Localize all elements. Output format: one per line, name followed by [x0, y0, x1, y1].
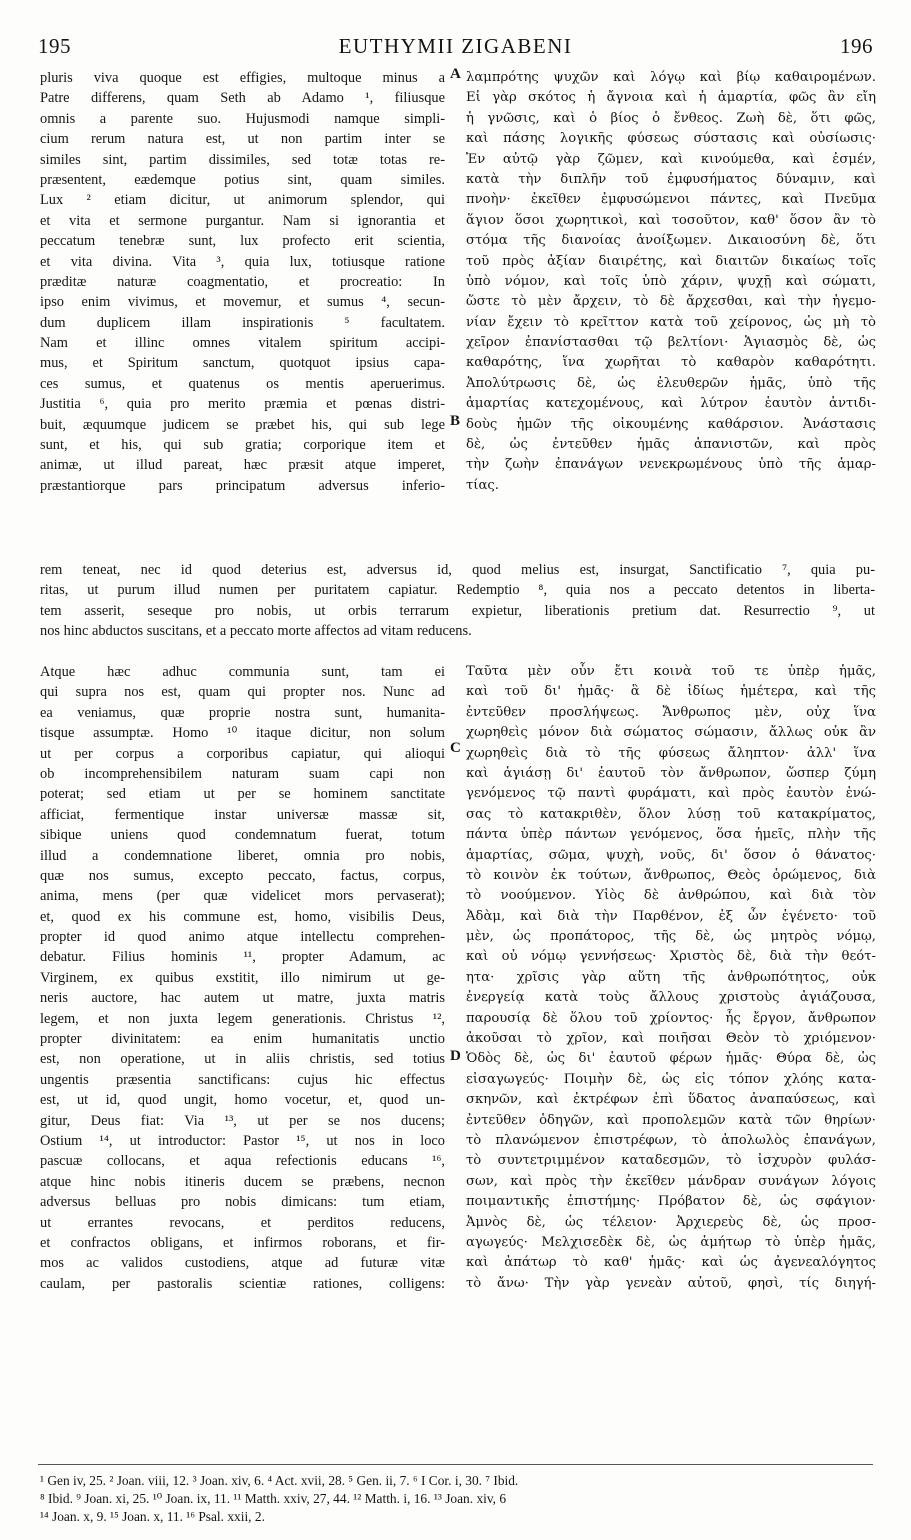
text-line: ἐνεργείᾳ κατὰ τοὺς ἄλλους χριστοὺς ἁγιάζουσα,: [466, 990, 876, 1006]
text-line: Εἰ γὰρ σκότος ἡ ἄγνοια καὶ ἡ ἁμαρτία, φῶς ἂν εἴη: [466, 90, 876, 106]
text-line: τὸ νοούμενον. Υἱὸς δὲ ἀνθρώπου, καὶ διὰ τὸν: [466, 888, 876, 904]
text-line: ob incomprehensibilem naturam suam capi non: [40, 765, 445, 782]
text-line: τὸ ἄνω· Τὴν γὰρ γενεὰν αὐτοῦ, φησὶ, τίς διηγή-: [466, 1275, 876, 1291]
text-line: tem asserit, seseque pro nobis, ut orbis terrarum expietur, liberationis pretium dat. Resurrectio ⁹, ut: [40, 602, 875, 619]
text-line: cium rerum natura est, ut non partim inter se: [40, 131, 445, 148]
text-line: ἀκοῦσαι τὸ χρῖον, καὶ ποιῆσαι Θεὸν τὸ χριόμενον·: [466, 1031, 876, 1047]
latin-full-width-block: [40, 560, 875, 642]
text-line: σων, καὶ πρὸς τὴν ἐκεῖθεν μάνδραν συνάγων λόγοις: [466, 1173, 876, 1189]
text-line: omnis a parente suo. Hujusmodi namque simpli-: [40, 110, 445, 127]
text-line: afficiat, fermentique instar universæ massæ sit,: [40, 806, 445, 823]
text-line: σκηνῶν, καὶ ἐκτρέφων ἐπὶ ὕδατος ἀναπαύσεως, καὶ: [466, 1092, 876, 1108]
text-line: ritas, ut purum illud numen per puritatem capiatur. Redemptio ⁸, quia nos a peccato detentos in liberta-: [40, 582, 875, 599]
text-line: similes sint, partim dissimiles, sed totæ totas re-: [40, 151, 445, 168]
footnote-line: ¹⁴ Joan. x, 9. ¹⁵ Joan. x, 11. ¹⁶ Psal. xxii, 2.: [40, 1509, 265, 1524]
text-line: ces sumus, et quatenus os mentis aperuerimus.: [40, 375, 445, 392]
text-line: pascuæ collocans, et aqua refectionis educans ¹⁶,: [40, 1153, 445, 1170]
text-line: ipso enim vivimus, et movemur, et sumus ⁴, secun-: [40, 294, 445, 311]
text-line: δοὺς ἡμῶν τῆς οἰκουμένης καθάρσιον. Ἀνάστασις: [466, 416, 876, 432]
text-line: illud a condemnatione liberet, omnia pro nobis,: [40, 847, 445, 864]
footnotes: [40, 1472, 875, 1526]
text-line: debatur. Filius hominis ¹¹, propter Adamum, ac: [40, 949, 445, 966]
text-line: ut per corpus a corporibus capiatur, qui alioqui: [40, 745, 445, 762]
text-line: rem teneat, nec id quod deterius est, adversus id, quod melius est, insurgat, Sanctificatio ⁷, quia pu-: [40, 562, 875, 578]
text-line: est, non operatione, ut in aliis christis, sed totius: [40, 1051, 445, 1068]
text-line: legem, et non juxta legem generationis. Christus ¹²,: [40, 1010, 445, 1027]
latin-column-bottom: [40, 662, 445, 1294]
text-line: τὴν ζωὴν ἐπανάγων νενεκρωμένους ὑπὸ τῆς ἁμαρ-: [466, 457, 876, 473]
text-line: νίαν ἔχειν τὸ κρεῖττον κατὰ τοῦ χείρονος, ὡς μὴ τὸ: [466, 314, 876, 330]
text-line: ἅγιον ὅσοι χωρητικοὶ, καὶ τοσοῦτον, καθ' ὅσον ἂν τὸ: [466, 212, 876, 228]
text-line: ut errantes revocans, et perditos reducens,: [40, 1214, 445, 1231]
text-line: στόμα τῆς διανοίας ἀνοίξωμεν. Δικαιοσύνη δὲ, ὅτι: [466, 233, 876, 249]
right-page-number: 196: [840, 34, 873, 58]
text-line: Justitia ⁶, quia pro merito præmia et pœnas distri-: [40, 396, 445, 413]
margin-marker-d: D: [450, 1048, 461, 1064]
text-line: ea veniamus, quæ proprie nostra sunt, humanita-: [40, 704, 445, 721]
text-line: Ἀδὰμ, καὶ διὰ τὴν Παρθένον, ἐξ ὧν ἐγένετο· τοῦ: [466, 908, 876, 924]
text-line: ητα· χρῖσις γὰρ αὕτη τῆς ἀνθρωπότητος, οὐκ: [466, 969, 876, 985]
text-line: dum duplicem illam inspirationis ⁵ facultatem.: [40, 314, 445, 331]
text-line: Ταῦτα μὲν οὖν ἔτι κοινὰ τοῦ τε ὑπὲρ ἡμᾶς,: [466, 664, 876, 679]
footnote-rule: [38, 1464, 873, 1465]
text-line: πάντα ὑπὲρ πάντων γενόμενος, ὅσα ἡμεῖς, πλὴν τῆς: [466, 827, 876, 843]
text-line: γενόμενος τῷ παντὶ φυράματι, καὶ πρὸς ἑαυτὸν ἑνώ-: [466, 786, 876, 802]
text-line: καὶ ἁγιάσῃ δι' ἑαυτοῦ τὸν ἄνθρωπον, ὥσπερ ζύμη: [466, 765, 876, 781]
text-line: nos hinc abductos suscitans, et a peccato morte affectos ad vitam reducens.: [40, 623, 472, 640]
text-line: χωρηθεὶς διὰ τὸ τῆς φύσεως ἄληπτον· ἀλλ' ἵνα: [466, 745, 876, 761]
text-line: gitur, Deus fiat: Via ¹³, ut per se nos ducens;: [40, 1112, 445, 1129]
text-line: ungentis præsentia sanctificans: cujus hic effectus: [40, 1071, 445, 1088]
text-line: propter id quod animo atque intellectu comprehen-: [40, 929, 445, 946]
text-line: τὸ συντετριμμένον καταδεσμῶν, τὸ ἰσχυρὸν φυλάσ-: [466, 1153, 876, 1169]
text-line: mos ac validos custodiens, atque ad futuræ vitæ: [40, 1255, 445, 1272]
text-line: Ἀπολύτρωσις δὲ, ὡς ἐλευθερῶν ἡμᾶς, ὑπὸ τῆς: [466, 375, 876, 391]
text-line: et vita divina. Vita ³, quia lux, totiusque ratione: [40, 253, 445, 270]
text-line: σας τὸ κατακριθὲν, ὅλον λύσῃ τοῦ κατακρίματος,: [466, 806, 876, 822]
text-line: ἁμαρτίας, σῶμα, ψυχὴ, νοῦς, δι' ὅσον ὁ θάνατος·: [466, 847, 876, 863]
text-line: καὶ τοῦ δι' ἡμᾶς· ἃ δὲ ἰδίως ἡμέτερα, καὶ τῆς: [466, 684, 876, 700]
text-line: Patre differens, quam Seth ab Adamo ¹, filiusque: [40, 90, 445, 107]
text-line: et vita et sermone purgantur. Nam si ignorantia et: [40, 212, 445, 229]
text-line: Ἐν αὐτῷ γὰρ ζῶμεν, καὶ κινούμεθα, καὶ ἐσμέν,: [466, 151, 876, 167]
greek-column-bottom: [466, 662, 876, 1294]
text-line: ἐντεῦθεν ὁδηγῶν, καὶ προπολεμῶν κατὰ τῶν θηρίων·: [466, 1112, 876, 1128]
text-line: mus, et Spiritum sanctum, quotquot ipsius capa-: [40, 355, 445, 372]
text-line: et confractos obligans, et infirmos roborans, et fir-: [40, 1234, 445, 1251]
text-line: τὸ πλανώμενον ἐπιστρέφων, τὸ ἀπολωλὸς ἐπανάγων,: [466, 1132, 876, 1148]
footnote-line: ¹ Gen iv, 25. ² Joan. viii, 12. ³ Joan. xiv, 6. ⁴ Act. xvii, 28. ⁵ Gen. ii, 7. ⁶ I Cor. i, 30. ⁷ Ibid.: [40, 1473, 519, 1488]
text-line: Ostium ¹⁴, ut introductor: Pastor ¹⁵, ut nos in loco: [40, 1132, 445, 1149]
text-line: Nam et illinc omnes vitalem spiritum accipi-: [40, 335, 445, 352]
text-line: τὸ κοινὸν ἐκ τούτων, ἄνθρωπος, Θεὸς ὁρώμενος, διὰ: [466, 867, 876, 883]
text-line: quæ nos sumus, excepto peccato, factus, corpus,: [40, 867, 445, 884]
text-line: atque hinc nobis itineris ducem se præbens, necnon: [40, 1173, 445, 1190]
latin-column-top: [40, 68, 445, 496]
text-line: tisque assumptæ. Homo ¹⁰ itaque dicitur, non solum: [40, 725, 445, 742]
text-line: et, quod ex his commune est, homo, visibilis Deus,: [40, 908, 445, 925]
text-line: præditæ naturæ coagmentatio, et procreatio: In: [40, 273, 445, 290]
text-line: ἡ γνῶσις, καὶ ὁ βίος ὁ ἔνθεος. Ζωὴ δὲ, ὅτι φῶς,: [466, 110, 876, 126]
text-line: λαμπρότης ψυχῶν καὶ λόγῳ καὶ βίῳ καθαιρομένων.: [466, 70, 876, 85]
text-line: ἁμαρτίας κατεχομένους, καὶ λύτρον ἑαυτὸν ἀντιδι-: [466, 396, 876, 412]
text-line: Virginem, ex quibus exstitit, illo nimirum ut ge-: [40, 969, 445, 986]
text-line: καθαρότης, ἵνα χωρῆται τὸ καθαρὸν καθαρότητι.: [466, 355, 876, 371]
text-line: Lux ² etiam dicitur, ut animorum splendor, qui: [40, 192, 445, 209]
text-line: poterat; sed etiam ut per se hominem sanctitate: [40, 786, 445, 803]
text-line: τοῦ πρὸς ἀξίαν διαιρέτης, καὶ διαιτῶν δικαίως τοῖς: [466, 253, 876, 269]
text-line: χεῖρον ἐπανίστασθαι τῷ βελτίονι· Ἁγιασμὸς δὲ, ὡς: [466, 335, 876, 351]
margin-marker-c: C: [450, 740, 461, 756]
text-line: caulam, per pastoralis scientiæ rationes, colligens:: [40, 1275, 445, 1292]
text-line: πνοὴν· ἐκεῖθεν ἐμφυσώμενοι πάντες, καὶ Πνεῦμα: [466, 192, 876, 208]
greek-column-top: [466, 68, 876, 496]
text-line: κατὰ τὴν διπλῆν τοῦ ἐμφυσήματος δύναμιν, καὶ: [466, 171, 876, 187]
running-title: EUTHYMII ZIGABENI: [338, 34, 573, 58]
text-line: peccatum tenebræ sunt, lux profecto erit scientia,: [40, 233, 445, 250]
text-line: καὶ ἀπάτωρ τὸ καθ' ἡμᾶς· καὶ ὡς ἀγενεαλόγητος: [466, 1255, 876, 1271]
text-line: Ἀμνὸς δὲ, ὡς τέλειον· Ἀρχιερεὺς δὲ, ὡς προσ-: [466, 1214, 876, 1230]
text-line: animæ, ut illud pareat, hæc præsit atque imperet,: [40, 457, 445, 474]
text-line: εἰσαγωγεύς· Ποιμὴν δὲ, ὡς εἰς τόπον χλόης κατα-: [466, 1071, 876, 1087]
margin-marker-a: A: [450, 66, 461, 82]
text-line: τίας.: [466, 477, 499, 493]
text-line: est, ut id, quod ungit, homo vocetur, et, quod un-: [40, 1092, 445, 1109]
text-line: αγωγεύς· Μελχισεδὲκ δὲ, ὡς ἀμήτωρ τὸ ὑπὲρ ἡμᾶς,: [466, 1234, 876, 1250]
text-line: καὶ πάσης λογικῆς φύσεως σύστασις καὶ οὐσίωσις·: [466, 131, 876, 147]
text-line: præstantiorque pars principatum adversus inferio-: [40, 477, 445, 494]
text-line: δὲ, ὡς ἐντεῦθεν ἡμᾶς ἀπανιστῶν, καὶ πρὸς: [466, 437, 876, 453]
text-line: ὑπὸ νόμον, καὶ τοῖς ὑπὸ χάριν, ψυχῇ καὶ σώματι,: [466, 273, 876, 289]
text-line: παρουσίᾳ δὲ ὅλου τοῦ χρίοντος· ἧς ἔργον, ἄνθρωπον: [466, 1010, 876, 1026]
text-line: præsentent, eædemque potius sint, quam similes.: [40, 171, 445, 188]
text-line: ὥστε τὸ μὲν ἄρχειν, τὸ δὲ ἄρχεσθαι, καὶ τὴν ἡγεμο-: [466, 294, 876, 310]
text-line: pluris viva quoque est effigies, multoque minus a: [40, 70, 445, 86]
text-line: καὶ οὐ νόμῳ γεννήσεως· Χριστὸς δὲ, διὰ τὴν θεότ-: [466, 949, 876, 965]
text-line: Ὁδὸς δὲ, ὡς δι' ἑαυτοῦ φέρων ἡμᾶς· Θύρα δὲ, ὡς: [466, 1051, 876, 1067]
text-line: sunt, et his, qui sub gratia; corporique item et: [40, 437, 445, 454]
text-line: qui supra nos est, quam qui propter nos. Nunc ad: [40, 684, 445, 701]
footnote-line: ⁸ Ibid. ⁹ Joan. xi, 25. ¹⁰ Joan. ix, 11. ¹¹ Matth. xxiv, 27, 44. ¹² Matth. i, 16. ¹³ Joan. xiv, 6: [40, 1491, 507, 1506]
text-line: neris auctore, hac autem ut matre, juxta matris: [40, 990, 445, 1007]
text-line: propter divinitatem: ea enim humanitatis unctio: [40, 1031, 445, 1048]
text-line: ἐντεῦθεν προσλήψεως. Ἄνθρωπος μὲν, οὐχ ἵνα: [466, 704, 876, 720]
text-line: ποιμαντικῆς ἐπιστήμης· Πρόβατον δὲ, ὡς σφάγιον·: [466, 1194, 876, 1210]
text-line: sibique uniens quod condemnatum fuerat, totum: [40, 827, 445, 844]
left-page-number: 195: [38, 34, 71, 58]
text-line: buit, æquumque judicem se præbet his, qui sub lege: [40, 416, 445, 433]
margin-marker-b: B: [450, 413, 461, 429]
text-line: anima, mens (per quæ videlicet mors pervaserat);: [40, 888, 445, 905]
text-line: χωρηθεὶς μόνον διὰ σώματος σώμασιν, ἄλλως οὐκ ἂν: [466, 725, 876, 741]
text-line: adversus belluas pro nobis dimicans: tum etiam,: [40, 1194, 445, 1211]
text-line: μὲν, ὡς προπάτορος, τῆς δὲ, ὡς μητρὸς νόμῳ,: [466, 929, 876, 945]
text-line: Atque hæc adhuc communia sunt, tam ei: [40, 664, 445, 680]
